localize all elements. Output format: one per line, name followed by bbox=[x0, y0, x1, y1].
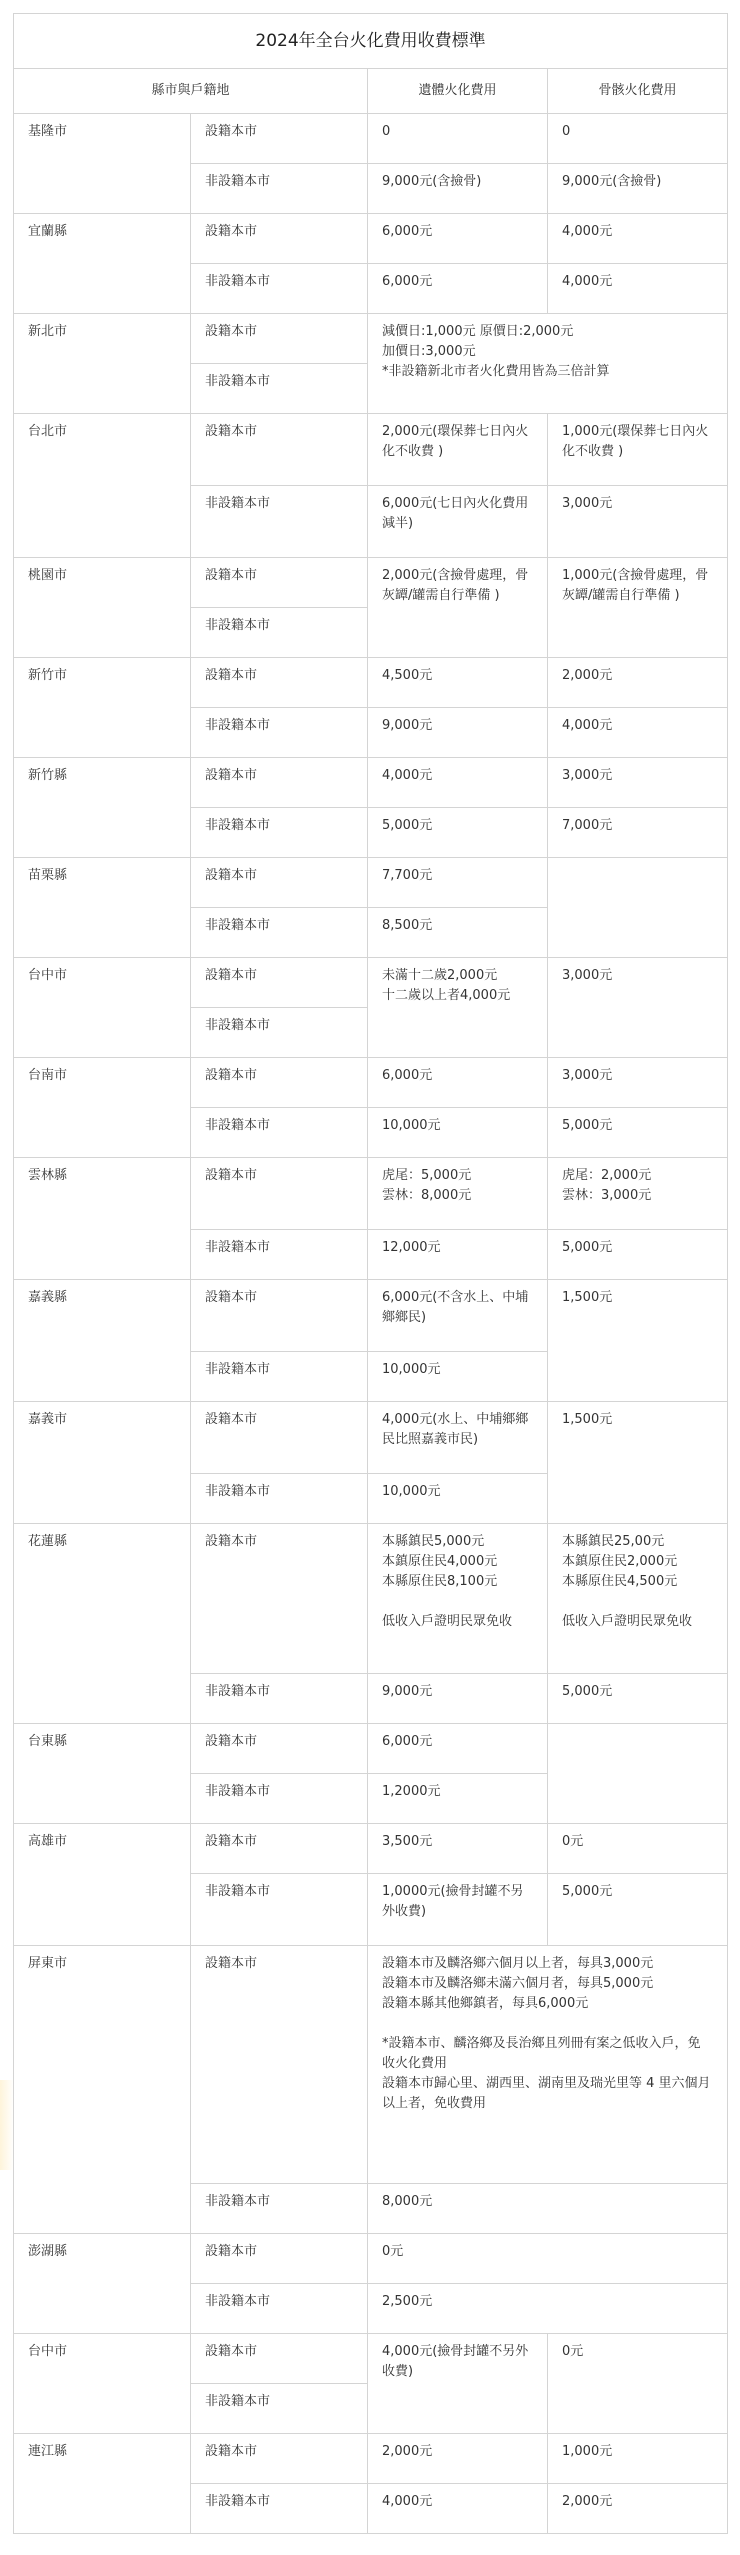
bone-fee-cell: 本縣鎮民25,00元 本鎮原住民2,000元 本縣原住民4,500元 低收入戶證明民眾免收 bbox=[548, 1524, 728, 1674]
table-row bbox=[14, 1280, 728, 1352]
table-row bbox=[14, 1724, 728, 1774]
bone-fee-cell: 4,000元 bbox=[548, 264, 728, 314]
merged-fee-cell: 8,000元 bbox=[368, 2184, 728, 2234]
body-fee-cell: 2,000元(環保葬七日內火化不收費 ) bbox=[368, 414, 548, 486]
bone-fee-cell: 3,000元 bbox=[548, 958, 728, 1058]
header-county: 縣市與戶籍地 bbox=[14, 69, 368, 114]
fee-table-container bbox=[13, 13, 727, 2534]
residency-cell: 非設籍本市 bbox=[191, 1474, 368, 1524]
residency-cell: 設籍本市 bbox=[191, 1280, 368, 1352]
body-fee-cell: 8,500元 bbox=[368, 908, 548, 958]
table-row bbox=[14, 1402, 728, 1474]
city-cell: 宜蘭縣 bbox=[14, 214, 191, 314]
bone-fee-cell: 虎尾：2,000元 雲林：3,000元 bbox=[548, 1158, 728, 1230]
table-row bbox=[14, 2334, 728, 2384]
city-cell: 台北市 bbox=[14, 414, 191, 558]
bone-fee-cell: 7,000元 bbox=[548, 808, 728, 858]
bone-fee-cell: 5,000元 bbox=[548, 1230, 728, 1280]
residency-cell: 設籍本市 bbox=[191, 2234, 368, 2284]
residency-cell: 設籍本市 bbox=[191, 114, 368, 164]
bone-fee-cell: 3,000元 bbox=[548, 1058, 728, 1108]
residency-cell: 設籍本市 bbox=[191, 558, 368, 608]
residency-cell: 非設籍本市 bbox=[191, 1230, 368, 1280]
body-fee-cell: 4,000元 bbox=[368, 2484, 548, 2534]
body-fee-cell: 6,000元 bbox=[368, 1724, 548, 1774]
residency-cell: 設籍本市 bbox=[191, 314, 368, 364]
residency-cell: 設籍本市 bbox=[191, 758, 368, 808]
residency-cell: 非設籍本市 bbox=[191, 2184, 368, 2234]
city-cell: 嘉義市 bbox=[14, 1402, 191, 1524]
residency-cell: 非設籍本市 bbox=[191, 708, 368, 758]
table-row bbox=[14, 314, 728, 364]
residency-cell: 設籍本市 bbox=[191, 858, 368, 908]
merged-fee-cell: 2,500元 bbox=[368, 2284, 728, 2334]
header-bone-cremation: 骨骸火化費用 bbox=[548, 69, 728, 114]
city-cell: 高雄市 bbox=[14, 1824, 191, 1946]
body-fee-cell: 3,500元 bbox=[368, 1824, 548, 1874]
bone-fee-cell: 4,000元 bbox=[548, 214, 728, 264]
merged-fee-cell: 減價日:1,000元 原價日:2,000元 加價日:3,000元 *非設籍新北市者火化費用皆為三倍計算 bbox=[368, 314, 728, 414]
residency-cell: 設籍本市 bbox=[191, 1724, 368, 1774]
residency-cell: 非設籍本市 bbox=[191, 908, 368, 958]
body-fee-cell: 10,000元 bbox=[368, 1352, 548, 1402]
residency-cell: 非設籍本市 bbox=[191, 608, 368, 658]
body-fee-cell: 6,000元 bbox=[368, 264, 548, 314]
residency-cell: 非設籍本市 bbox=[191, 2484, 368, 2534]
body-fee-cell: 6,000元(七日內火化費用減半) bbox=[368, 486, 548, 558]
body-fee-cell: 9,000元 bbox=[368, 1674, 548, 1724]
residency-cell: 非設籍本市 bbox=[191, 1774, 368, 1824]
bone-fee-cell: 5,000元 bbox=[548, 1874, 728, 1946]
body-fee-cell: 9,000元 bbox=[368, 708, 548, 758]
body-fee-cell: 6,000元 bbox=[368, 214, 548, 264]
bone-fee-cell: 1,000元(含撿骨處理，骨灰罈/罐需自行準備 ) bbox=[548, 558, 728, 658]
body-fee-cell: 0 bbox=[368, 114, 548, 164]
residency-cell: 設籍本市 bbox=[191, 1402, 368, 1474]
body-fee-cell: 9,000元(含撿骨) bbox=[368, 164, 548, 214]
city-cell: 屏東市 bbox=[14, 1946, 191, 2234]
cremation-fee-table bbox=[13, 13, 728, 2534]
table-row bbox=[14, 214, 728, 264]
city-cell: 台南市 bbox=[14, 1058, 191, 1158]
table-row bbox=[14, 1946, 728, 2184]
city-cell: 嘉義縣 bbox=[14, 1280, 191, 1402]
city-cell: 雲林縣 bbox=[14, 1158, 191, 1280]
decorative-glow bbox=[0, 2080, 14, 2170]
city-cell: 新竹縣 bbox=[14, 758, 191, 858]
residency-cell: 設籍本市 bbox=[191, 214, 368, 264]
bone-fee-cell: 1,000元 bbox=[548, 2434, 728, 2484]
table-row bbox=[14, 1158, 728, 1230]
table-row bbox=[14, 114, 728, 164]
city-cell: 基隆市 bbox=[14, 114, 191, 214]
table-row bbox=[14, 1824, 728, 1874]
residency-cell: 設籍本市 bbox=[191, 414, 368, 486]
residency-cell: 設籍本市 bbox=[191, 1158, 368, 1230]
body-fee-cell: 虎尾：5,000元 雲林：8,000元 bbox=[368, 1158, 548, 1230]
table-row bbox=[14, 2234, 728, 2284]
city-cell: 澎湖縣 bbox=[14, 2234, 191, 2334]
residency-cell: 非設籍本市 bbox=[191, 2284, 368, 2334]
table-row bbox=[14, 1058, 728, 1108]
body-fee-cell: 6,000元(不含水上、中埔鄉鄉民) bbox=[368, 1280, 548, 1352]
body-fee-cell: 2,000元(含撿骨處理，骨灰罈/罐需自行準備 ) bbox=[368, 558, 548, 658]
body-fee-cell: 1,2000元 bbox=[368, 1774, 548, 1824]
bone-fee-cell: 3,000元 bbox=[548, 758, 728, 808]
body-fee-cell: 4,500元 bbox=[368, 658, 548, 708]
residency-cell: 設籍本市 bbox=[191, 1824, 368, 1874]
table-row bbox=[14, 1524, 728, 1674]
city-cell: 台中市 bbox=[14, 2334, 191, 2434]
body-fee-cell: 2,000元 bbox=[368, 2434, 548, 2484]
residency-cell: 非設籍本市 bbox=[191, 264, 368, 314]
bone-fee-cell: 2,000元 bbox=[548, 2484, 728, 2534]
residency-cell: 設籍本市 bbox=[191, 2334, 368, 2384]
bone-fee-cell: 0元 bbox=[548, 1824, 728, 1874]
merged-fee-cell: 設籍本市及麟洛鄉六個月以上者，每具3,000元 設籍本市及麟洛鄉未滿六個月者，每具5,000元 設籍本縣其他鄉鎮者，每具6,000元 *設籍本市、麟洛鄉及長治鄉且列冊有案之低收入戶，免收火化費用 設籍本市歸心里、湖西里、湖南里及瑞光里等 4 里六個月以上者，免收費用 bbox=[368, 1946, 728, 2184]
bone-fee-cell: 9,000元(含撿骨) bbox=[548, 164, 728, 214]
residency-cell: 非設籍本市 bbox=[191, 1352, 368, 1402]
bone-fee-cell: 0 bbox=[548, 114, 728, 164]
residency-cell: 非設籍本市 bbox=[191, 364, 368, 414]
body-fee-cell: 10,000元 bbox=[368, 1108, 548, 1158]
table-row bbox=[14, 414, 728, 486]
residency-cell: 非設籍本市 bbox=[191, 1108, 368, 1158]
residency-cell: 非設籍本市 bbox=[191, 1874, 368, 1946]
residency-cell: 非設籍本市 bbox=[191, 164, 368, 214]
bone-fee-cell: 1,500元 bbox=[548, 1402, 728, 1524]
city-cell: 桃園市 bbox=[14, 558, 191, 658]
table-row bbox=[14, 558, 728, 608]
bone-fee-cell bbox=[548, 1724, 728, 1824]
residency-cell: 設籍本市 bbox=[191, 1946, 368, 2184]
body-fee-cell: 未滿十二歲2,000元 十二歲以上者4,000元 bbox=[368, 958, 548, 1058]
bone-fee-cell: 2,000元 bbox=[548, 658, 728, 708]
residency-cell: 非設籍本市 bbox=[191, 486, 368, 558]
bone-fee-cell: 5,000元 bbox=[548, 1108, 728, 1158]
table-row bbox=[14, 2434, 728, 2484]
residency-cell: 設籍本市 bbox=[191, 1058, 368, 1108]
table-row bbox=[14, 658, 728, 708]
city-cell: 新竹市 bbox=[14, 658, 191, 758]
bone-fee-cell: 4,000元 bbox=[548, 708, 728, 758]
table-row bbox=[14, 758, 728, 808]
body-fee-cell: 4,000元 bbox=[368, 758, 548, 808]
header-body-cremation: 遺體火化費用 bbox=[368, 69, 548, 114]
city-cell: 花蓮縣 bbox=[14, 1524, 191, 1724]
bone-fee-cell: 5,000元 bbox=[548, 1674, 728, 1724]
bone-fee-cell bbox=[548, 858, 728, 958]
bone-fee-cell: 3,000元 bbox=[548, 486, 728, 558]
residency-cell: 非設籍本市 bbox=[191, 1674, 368, 1724]
body-fee-cell: 10,000元 bbox=[368, 1474, 548, 1524]
city-cell: 苗栗縣 bbox=[14, 858, 191, 958]
body-fee-cell: 4,000元(水上、中埔鄉鄉民比照嘉義市民) bbox=[368, 1402, 548, 1474]
merged-fee-cell: 0元 bbox=[368, 2234, 728, 2284]
body-fee-cell: 7,700元 bbox=[368, 858, 548, 908]
table-row bbox=[14, 858, 728, 908]
body-fee-cell: 5,000元 bbox=[368, 808, 548, 858]
city-cell: 新北市 bbox=[14, 314, 191, 414]
residency-cell: 設籍本市 bbox=[191, 958, 368, 1008]
residency-cell: 非設籍本市 bbox=[191, 1008, 368, 1058]
bone-fee-cell: 1,500元 bbox=[548, 1280, 728, 1402]
table-title: 2024年全台火化費用收費標準 bbox=[14, 14, 728, 69]
bone-fee-cell: 1,000元(環保葬七日內火化不收費 ) bbox=[548, 414, 728, 486]
table-row bbox=[14, 958, 728, 1008]
residency-cell: 非設籍本市 bbox=[191, 808, 368, 858]
body-fee-cell: 12,000元 bbox=[368, 1230, 548, 1280]
body-fee-cell: 4,000元(撿骨封罐不另外收費) bbox=[368, 2334, 548, 2434]
residency-cell: 非設籍本市 bbox=[191, 2384, 368, 2434]
city-cell: 台中市 bbox=[14, 958, 191, 1058]
city-cell: 連江縣 bbox=[14, 2434, 191, 2534]
city-cell: 台東縣 bbox=[14, 1724, 191, 1824]
body-fee-cell: 6,000元 bbox=[368, 1058, 548, 1108]
residency-cell: 設籍本市 bbox=[191, 2434, 368, 2484]
body-fee-cell: 1,0000元(撿骨封罐不另外收費) bbox=[368, 1874, 548, 1946]
bone-fee-cell: 0元 bbox=[548, 2334, 728, 2434]
residency-cell: 設籍本市 bbox=[191, 658, 368, 708]
body-fee-cell: 本縣鎮民5,000元 本鎮原住民4,000元 本縣原住民8,100元 低收入戶證明民眾免收 bbox=[368, 1524, 548, 1674]
residency-cell: 設籍本市 bbox=[191, 1524, 368, 1674]
